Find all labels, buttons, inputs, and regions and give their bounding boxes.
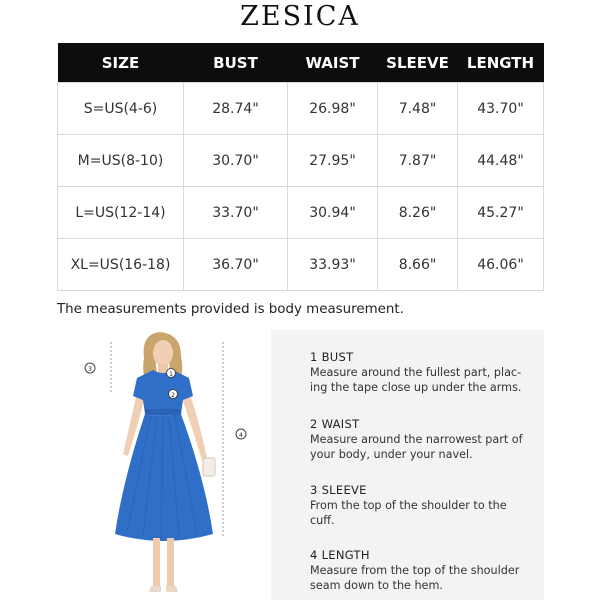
cell-bust: 30.70" [184, 135, 288, 187]
shoe-right [166, 586, 178, 592]
cell-bust: 33.70" [184, 187, 288, 239]
header-length: LENGTH [458, 43, 544, 83]
guide-desc-line: Measure around the fullest part, plac- [310, 366, 522, 379]
marker-bust-label: 1 [169, 371, 173, 378]
cell-sleeve: 7.48" [378, 83, 458, 135]
guide-desc-line: seam down to the hem. [310, 579, 443, 592]
cell-size: M=US(8-10) [58, 135, 184, 187]
header-waist: WAIST [288, 43, 378, 83]
table-header-row [58, 43, 544, 83]
header-sleeve: SLEEVE [378, 43, 458, 83]
cell-waist: 26.98" [288, 83, 378, 135]
cell-length: 46.06" [458, 239, 544, 291]
guide-desc-line: Measure around the narrowest part of [310, 433, 523, 446]
guide-title: 4 LENGTH [310, 548, 370, 562]
guide-item-bust [310, 350, 530, 395]
brand-logo: ZESICA [240, 1, 360, 32]
marker-sleeve-label: 3 [87, 365, 93, 373]
dress-belt [145, 409, 181, 415]
handbag-icon [203, 458, 215, 476]
model-leg-right [167, 538, 174, 588]
table-row [58, 83, 544, 135]
table-row [58, 187, 544, 239]
guide-item-waist [310, 417, 530, 462]
cell-length: 45.27" [458, 187, 544, 239]
model-illustration [57, 330, 271, 600]
cell-size: S=US(4-6) [58, 83, 184, 135]
measurement-note: The measurements provided is body measurement. [57, 302, 404, 317]
guide-item-length [310, 548, 530, 593]
guide-desc-line: ing the tape close up under the arms. [310, 381, 522, 394]
table-row [58, 239, 544, 291]
guide-desc-line: your body, under your navel. [310, 448, 473, 461]
cell-bust: 36.70" [184, 239, 288, 291]
cell-size: XL=US(16-18) [58, 239, 184, 291]
shoe-left [149, 586, 161, 592]
model-face [153, 340, 173, 366]
cell-length: 44.48" [458, 135, 544, 187]
guide-item-sleeve [310, 483, 530, 528]
cell-sleeve: 7.87" [378, 135, 458, 187]
marker-length-label: 4 [238, 431, 244, 439]
guide-desc-line: From the top of the shoulder to the [310, 499, 507, 512]
guide-title: 3 SLEEVE [310, 483, 367, 497]
cell-bust: 28.74" [184, 83, 288, 135]
cell-waist: 30.94" [288, 187, 378, 239]
guide-title: 2 WAIST [310, 417, 360, 431]
header-size: SIZE [58, 43, 184, 83]
cell-size: L=US(12-14) [58, 187, 184, 239]
guide-desc-line: Measure from the top of the shoulder [310, 564, 520, 577]
guide-desc-line: cuff. [310, 514, 335, 527]
header-bust: BUST [184, 43, 288, 83]
guide-title: 1 BUST [310, 350, 354, 364]
cell-sleeve: 8.66" [378, 239, 458, 291]
marker-waist-label: 2 [171, 392, 175, 399]
table-row [58, 135, 544, 187]
model-photo [57, 330, 271, 600]
cell-waist: 33.93" [288, 239, 378, 291]
model-leg-left [153, 538, 160, 588]
cell-sleeve: 8.26" [378, 187, 458, 239]
measurement-guide-panel [271, 330, 544, 600]
size-chart-table [57, 43, 544, 291]
cell-waist: 27.95" [288, 135, 378, 187]
cell-length: 43.70" [458, 83, 544, 135]
